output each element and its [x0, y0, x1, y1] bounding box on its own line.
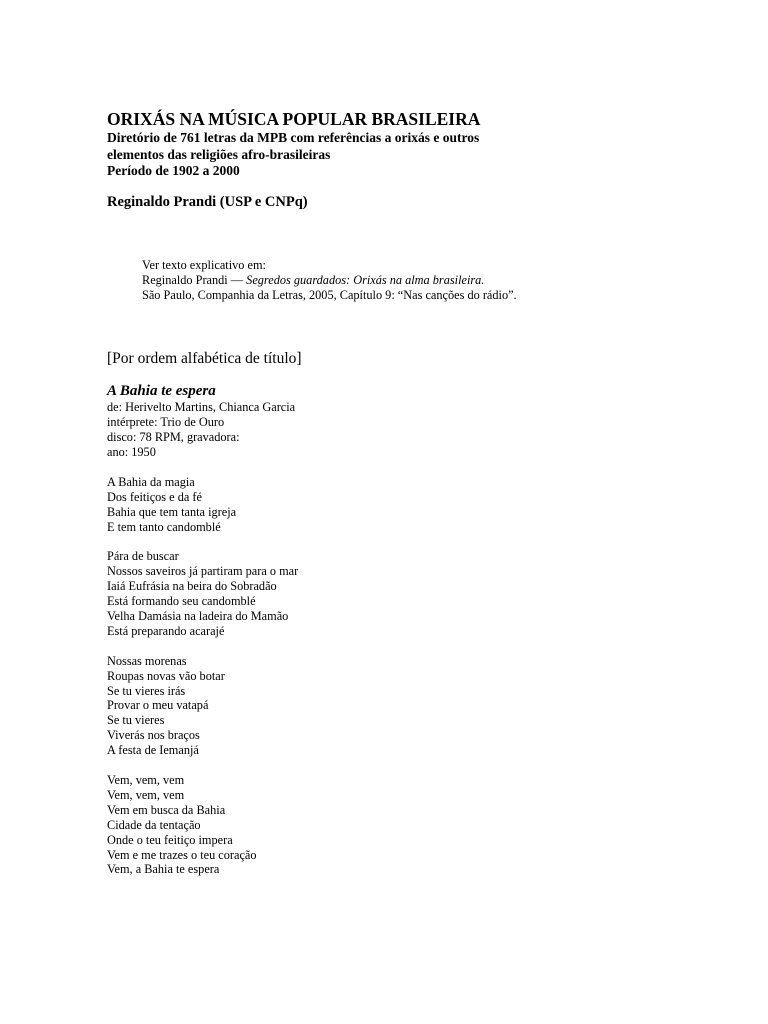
- subtitle-line: Diretório de 761 letras da MPB com referências a orixás e outros: [107, 130, 480, 145]
- lyric-line: Se tu vieres: [107, 713, 165, 728]
- note-line: São Paulo, Companhia da Letras, 2005, Capítulo 9: “Nas canções do rádio”.: [142, 288, 517, 303]
- document-page: [107, 108, 727, 877]
- author: Reginaldo Prandi (USP e CNPq): [107, 193, 308, 210]
- lyric-line: Onde o teu feitiço impera: [107, 832, 233, 847]
- lyric-line: Roupas novas vão botar: [107, 668, 225, 683]
- lyric-line: A festa de Iemanjá: [107, 743, 199, 758]
- lyric-line: Vem e me trazes o teu coração: [107, 847, 257, 862]
- lyric-line: Velha Damásia na ladeira do Mamão: [107, 609, 289, 624]
- lyric-line: Viverás nos braços: [107, 728, 200, 743]
- song-meta-line: ano: 1950: [107, 445, 156, 460]
- document-title: ORIXÁS NA MÚSICA POPULAR BRASILEIRA: [107, 109, 481, 129]
- reference-note: [142, 258, 727, 304]
- lyric-line: Vem, vem, vem: [107, 772, 185, 787]
- lyric-line: E tem tanto candomblé: [107, 519, 221, 534]
- lyric-line: Dos feitiços e da fé: [107, 489, 202, 504]
- note-author: Reginaldo Prandi —: [142, 272, 247, 287]
- subtitle-line: elementos das religiões afro-brasileiras: [107, 146, 331, 162]
- lyrics-stanza: [107, 654, 727, 758]
- note-book-title: Segredos guardados: Orixás na alma brasileira.: [246, 272, 485, 287]
- lyric-line: Vem em busca da Bahia: [107, 802, 226, 817]
- lyric-line: Bahia que tem tanta igreja: [107, 504, 237, 519]
- lyric-line: Provar o meu vatapá: [107, 698, 209, 713]
- note-line: [142, 273, 727, 288]
- lyric-line: Vem, a Bahia te espera: [107, 862, 220, 877]
- song-meta-line: intérprete: Trio de Ouro: [107, 415, 225, 430]
- song-title: A Bahia te espera: [107, 383, 216, 400]
- song-meta: [107, 400, 727, 460]
- lyric-line: Vem, vem, vem: [107, 787, 185, 802]
- lyrics-stanza: [107, 549, 727, 638]
- lyric-line: Está formando seu candomblé: [107, 594, 256, 609]
- lyric-line: A Bahia da magia: [107, 474, 195, 489]
- lyric-line: Iaiá Eufrásia na beira do Sobradão: [107, 579, 277, 594]
- document-subtitle: [107, 130, 727, 180]
- lyrics-stanza: [107, 773, 727, 877]
- subtitle-line: Período de 1902 a 2000: [107, 163, 240, 178]
- lyrics-stanza: [107, 475, 727, 535]
- lyric-line: Se tu vieres irás: [107, 683, 186, 698]
- lyric-line: Pára de buscar: [107, 549, 179, 564]
- lyric-line: Cidade da tentação: [107, 817, 201, 832]
- lyric-line: Está preparando acarajé: [107, 623, 225, 638]
- song-meta-line: de: Herivelto Martins, Chianca Garcia: [107, 400, 296, 415]
- lyric-line: Nossos saveiros já partiram para o mar: [107, 564, 299, 579]
- lyric-line: Nossas morenas: [107, 653, 187, 668]
- note-line: Ver texto explicativo em:: [142, 257, 266, 272]
- song-meta-line: disco: 78 RPM, gravadora:: [107, 430, 240, 445]
- order-note: [Por ordem alfabética de título]: [107, 350, 302, 368]
